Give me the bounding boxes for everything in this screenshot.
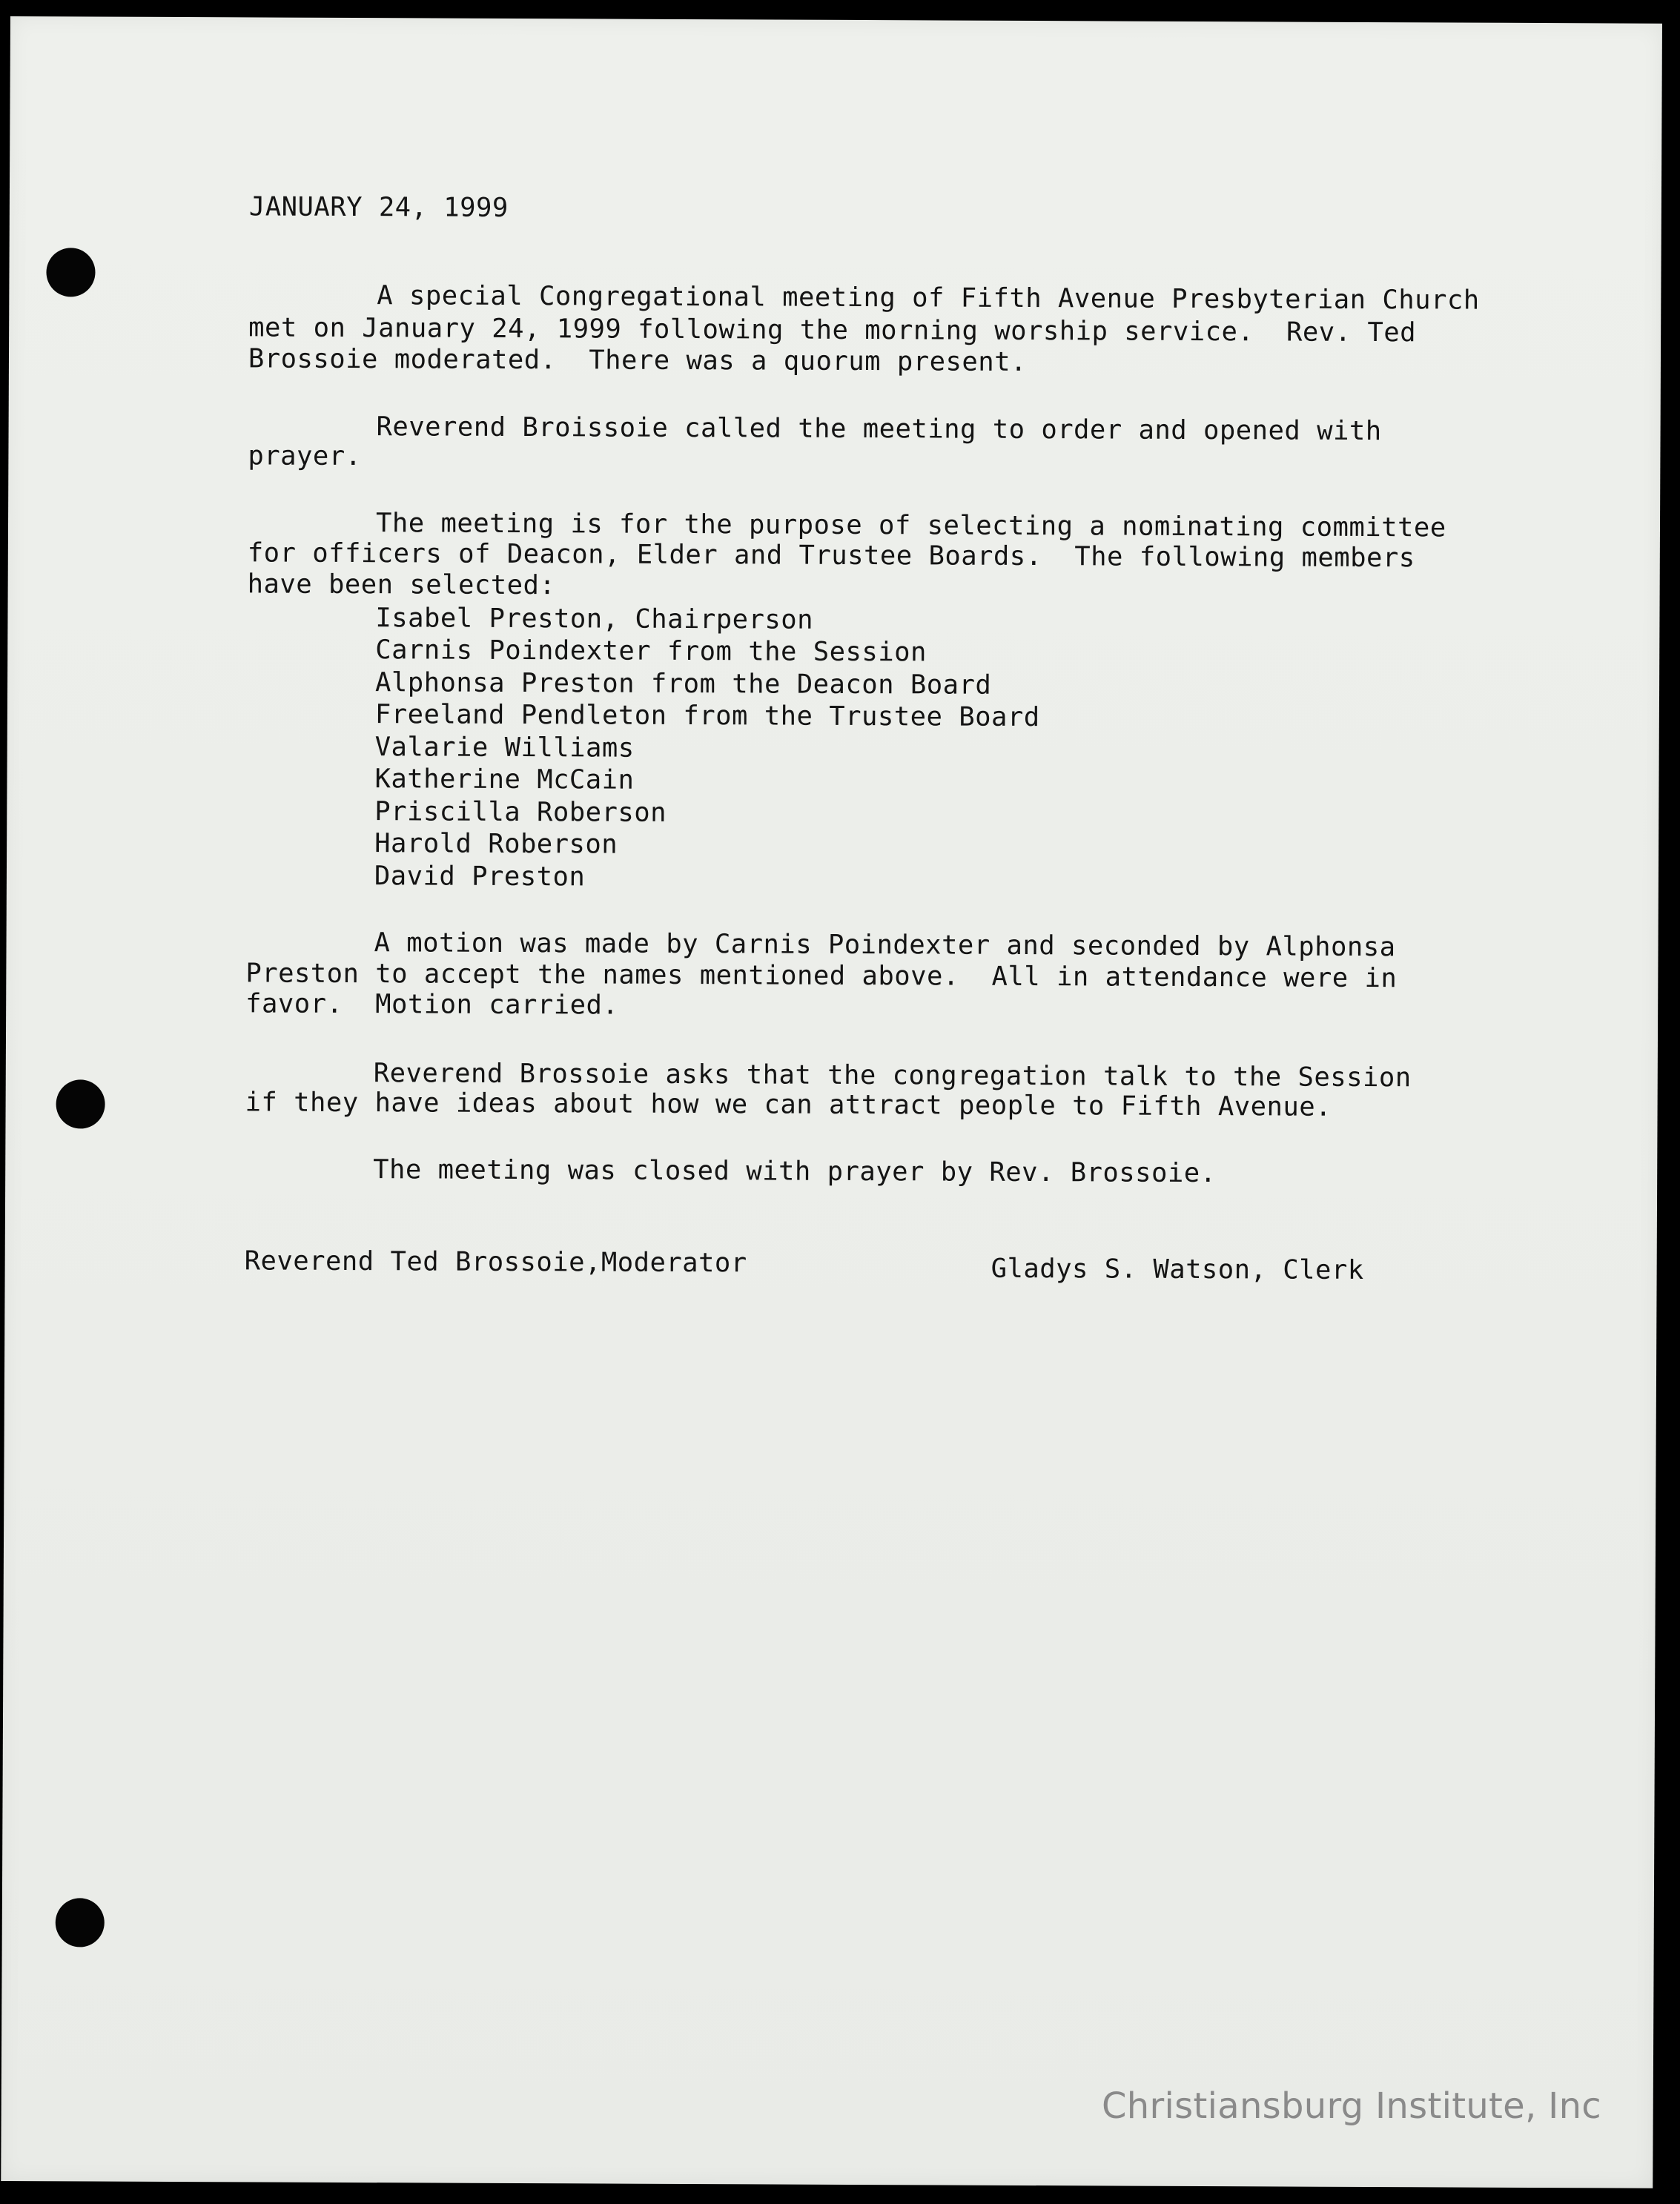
paragraph-3-line-1: The meeting is for the purpose of selecting a nominating committee (375, 508, 1446, 543)
member-list-item: Isabel Preston, Chairperson (375, 603, 814, 635)
member-list-item: David Preston (374, 861, 586, 893)
paper-sheet (1, 16, 1662, 2188)
paragraph-2-line-1: Reverend Broissoie called the meeting to order and opened with (376, 411, 1382, 447)
moderator-signature: Reverend Ted Brossoie,Moderator (244, 1245, 747, 1279)
paragraph-1-line-1: A special Congregational meeting of Fifth Avenue Presbyterian Church (377, 280, 1480, 316)
institution-watermark: Christiansburg Institute, Inc (1101, 2085, 1601, 2127)
punch-hole-middle (56, 1079, 105, 1128)
paragraph-5-line-1: Reverend Brossoie asks that the congregation talk to the Session (373, 1058, 1412, 1093)
paragraph-4-line-1: A motion was made by Carnis Poindexter and seconded by Alphonsa (374, 927, 1396, 963)
paragraph-1-line-3: Brossoie moderated. There was a quorum present. (248, 343, 1027, 377)
punch-hole-bottom (56, 1898, 105, 1947)
paragraph-3-line-3: have been selected: (247, 569, 556, 601)
punch-hole-top (46, 248, 95, 297)
member-list-item: Freeland Pendleton from the Trustee Board (374, 699, 1040, 733)
paragraph-6: The meeting was closed with prayer by Rev. Brossoie. (373, 1154, 1217, 1189)
member-list-item: Alphonsa Preston from the Deacon Board (374, 667, 992, 701)
paragraph-2-line-2: prayer. (248, 440, 362, 472)
document-date: JANUARY 24, 1999 (248, 191, 509, 223)
paragraph-4-line-2: Preston to accept the names mentioned above. All in attendance were in (245, 958, 1398, 994)
member-list-item: Harold Roberson (374, 828, 618, 860)
paragraph-5-line-2: if they have ideas about how we can attract people to Fifth Avenue. (245, 1087, 1332, 1122)
paragraph-4-line-3: favor. Motion carried. (245, 988, 619, 1021)
paragraph-1-line-2: met on January 24, 1999 following the morning worship service. Rev. Ted (248, 312, 1417, 348)
member-list-item: Katherine McCain (374, 764, 635, 795)
paragraph-3-line-2: for officers of Deacon, Elder and Trustee Boards. The following members (247, 537, 1415, 574)
member-list-item: Carnis Poindexter from the Session (375, 635, 927, 668)
clerk-signature: Gladys S. Watson, Clerk (991, 1253, 1364, 1285)
member-list-item: Priscilla Roberson (374, 796, 667, 828)
member-list-item: Valarie Williams (374, 732, 635, 764)
